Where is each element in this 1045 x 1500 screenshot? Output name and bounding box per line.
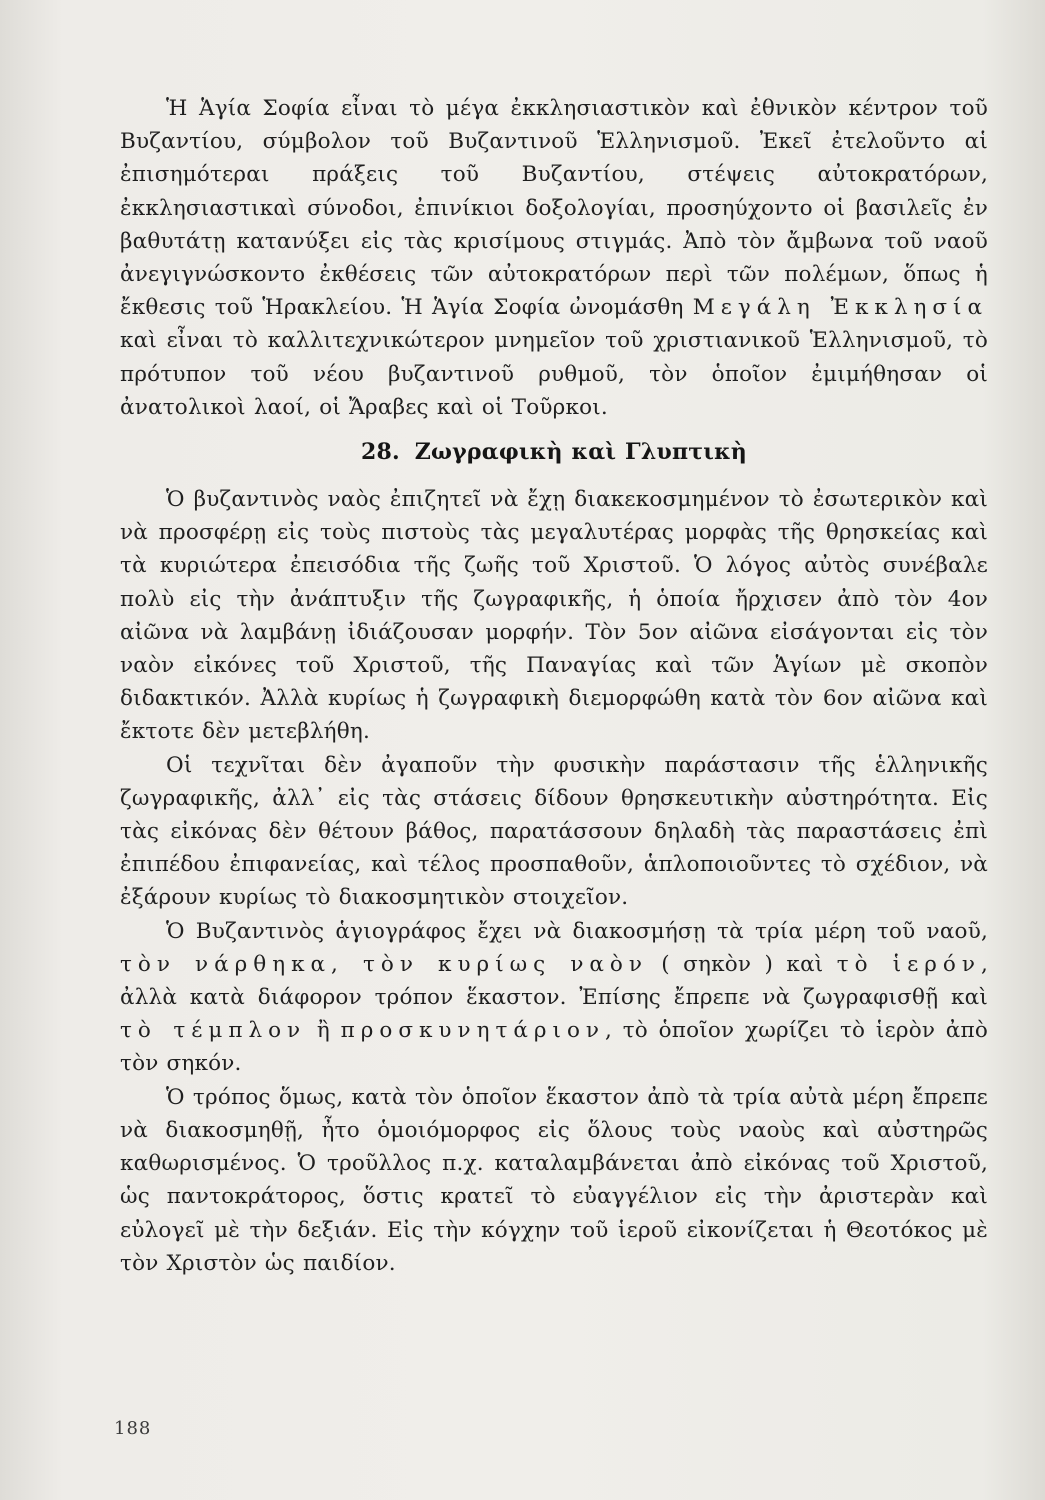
- paragraph-text: Ὁ τρόπος ὅμως, κατὰ τὸν ὁποῖον ἕκαστον ἀπὸ τὰ τρία αὐτὰ μέρη ἔπρεπε νὰ διακοσμηθῇ, ἦτο ὁμοιόμορφος εἰς ὅλους τοὺς ναοὺς καὶ αὐστηρῶς καθωρισμένος. Ὁ τροῦλλος π.χ. καταλαμβάνεται ἀπὸ εἰκόνας τοῦ Χριστοῦ, ὡς παντοκράτορος, ὅστις κρατεῖ τὸ εὐαγγέλιον εἰς τὴν ἀριστερὰν καὶ εὐλογεῖ μὲ τὴν δεξιάν. Εἰς τὴν κόγχην τοῦ ἱεροῦ εἰκονίζεται ἡ Θεοτόκος μὲ τὸν Χριστὸν ὡς παιδίον.: [120, 1084, 988, 1276]
- paragraph-text: καὶ εἶναι τὸ καλλιτεχνικώτερον μνημεῖον τοῦ χριστιανικοῦ Ἑλληνισμοῦ, τὸ πρότυπον τοῦ νέου βυζαντινοῦ ρυθμοῦ, τὸν ὁποῖον ἐμιμήθησαν οἱ ἀνατολικοὶ λαοί, οἱ Ἄραβες καὶ οἱ Τοῦρκοι.: [120, 328, 988, 420]
- paragraph-hagia-sophia: [120, 92, 988, 424]
- page-body: [120, 92, 988, 1280]
- paragraph-text: , ἀλλὰ κατὰ διάφορον τρόπον ἕκαστον. Ἐπίσης ἔπρεπε νὰ ζωγραφισθῇ καὶ: [120, 951, 988, 1011]
- page-number: 188: [114, 1418, 152, 1439]
- emphasis-spaced: προσκυνητάριον: [340, 1018, 605, 1044]
- paragraph-text: Ὁ Βυζαντινὸς ἁγιογράφος ἔχει νὰ διακοσμήσῃ τὰ τρία μέρη τοῦ ναοῦ,: [166, 918, 988, 944]
- section-title: Ζωγραφικὴ καὶ Γλυπτικὴ: [414, 439, 747, 466]
- paragraph-text: , τὸ ὁποῖον χωρίζει τὸ ἱερὸν ἀπὸ τὸν σηκόν.: [120, 1018, 989, 1077]
- paragraph-byzantine-church: [120, 483, 988, 749]
- emphasis-spaced: Μεγάλη Ἐκκλησία: [692, 295, 988, 321]
- emphasis-spaced: τὸν νάρθηκα, τὸν κυρίως ναὸν: [120, 951, 648, 977]
- paragraph-text: Ὁ βυζαντινὸς ναὸς ἐπιζητεῖ νὰ ἔχῃ διακεκοσμημένον τὸ ἐσωτερικὸν καὶ νὰ προσφέρῃ εἰς τοὺς πιστοὺς τὰς μεγαλυτέρας μορφὰς τῆς θρησκείας καὶ τὰ κυριώτερα ἐπεισόδια τῆς ζωῆς τοῦ Χριστοῦ. Ὁ λόγος αὐτὸς συνέβαλε πολὺ εἰς τὴν ἀνάπτυξιν τῆς ζωγραφικῆς, ἡ ὁποία ἤρχισεν ἀπὸ τὸν 4ον αἰῶνα νὰ λαμβάνῃ ἰδιάζουσαν μορφήν. Τὸν 5ον αἰῶνα εἰσάγονται εἰς τὸν ναὸν εἰκόνες τοῦ Χριστοῦ, τῆς Παναγίας καὶ τῶν Ἁγίων μὲ σκοπὸν διδακτικόν. Ἀλλὰ κυρίως ἡ ζωγραφικὴ διεμορφώθη κατὰ τὸν 6ον αἰῶνα καὶ ἔκτοτε δὲν μετεβλήθη.: [120, 487, 988, 745]
- section-number: 28.: [361, 439, 400, 466]
- section-heading: [120, 436, 988, 469]
- paragraph-decoration-manner: [120, 1081, 988, 1280]
- paragraph-text: ( σηκὸν ) καὶ: [647, 951, 837, 977]
- paragraph-iconographer: [120, 915, 988, 1081]
- paragraph-text: Ἡ Ἁγία Σοφία εἶναι τὸ μέγα ἐκκλησιαστικὸν καὶ ἐθνικὸν κέντρον τοῦ Βυζαντίου, σύμβολον τοῦ Βυζαντινοῦ Ἑλληνισμοῦ. Ἐκεῖ ἐτελοῦντο αἱ ἐπισημότεραι πράξεις τοῦ Βυζαντίου, στέψεις αὐτοκρατόρων, ἐκκλησιαστικαὶ σύνοδοι, ἐπινίκιοι δοξολογίαι, προσηύχοντο οἱ βασιλεῖς ἐν βαθυτάτῃ κατανύξει εἰς τὰς κρισίμους στιγμάς. Ἀπὸ τὸν ἄμβωνα τοῦ ναοῦ ἀνεγιγνώσκοντο ἐκθέσεις τῶν αὐτοκρατόρων περὶ τῶν πολέμων, ὅπως ἡ ἔκθεσις τοῦ Ἡρακλείου. Ἡ Ἁγία Σοφία ὠνομάσθη: [120, 96, 988, 321]
- paragraph-text: Οἱ τεχνῖται δὲν ἀγαποῦν τὴν φυσικὴν παράστασιν τῆς ἑλληνικῆς ζωγραφικῆς, ἀλλ᾽ εἰς τὰς στάσεις δίδουν θρησκευτικὴν αὐστηρότητα. Εἰς τὰς εἰκόνας δὲν θέτουν βάθος, παρατάσσουν δηλαδὴ τὰς παραστάσεις ἐπὶ ἐπιπέδου ἐπιφανείας, καὶ τέλος προσπαθοῦν, ἁπλοποιοῦντες τὸ σχέδιον, νὰ ἐξάρουν κυρίως τὸ διακοσμητικὸν στοιχεῖον.: [120, 752, 988, 911]
- paragraph-text: ἢ: [306, 1018, 341, 1044]
- emphasis-spaced: τὸ τέμπλον: [120, 1018, 307, 1044]
- paragraph-artists: [120, 749, 988, 915]
- emphasis-spaced: τὸ ἱερόν: [836, 951, 981, 977]
